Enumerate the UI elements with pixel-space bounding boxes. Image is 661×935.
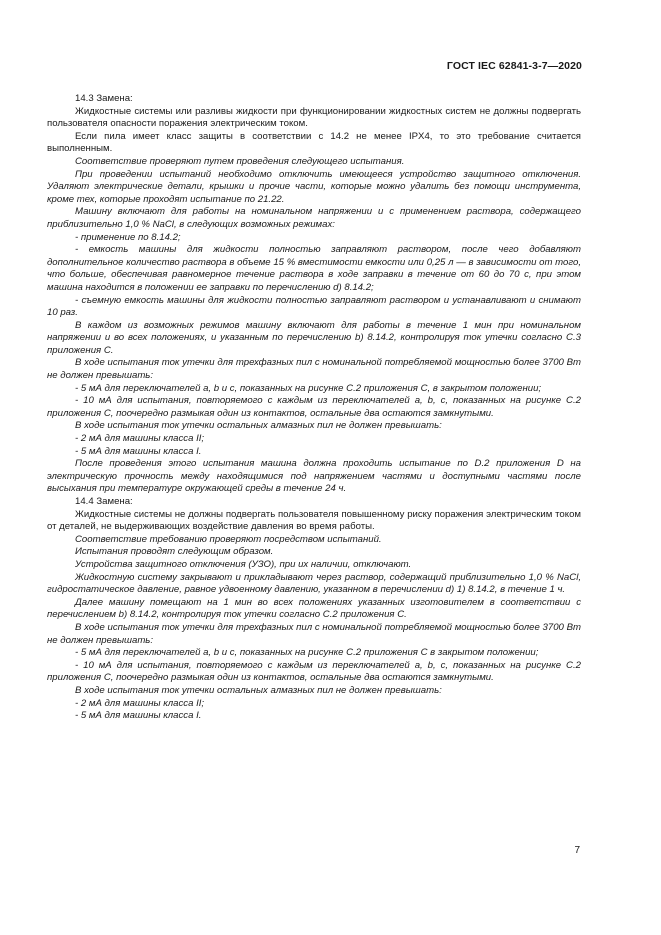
paragraph: - применение по 8.14.2; bbox=[75, 231, 181, 243]
paragraph: Испытания проводят следующим образом. bbox=[75, 546, 274, 558]
paragraph: Жидкостные системы или разливы жидкости при функционировании жидкостных систем не должны подвергать пользователя опасности поражения электрическим током. bbox=[47, 105, 581, 130]
paragraph: Жидкостные системы не должны подвергать пользователя повышенному риску поражения электрическим током от деталей, не выдерживающих воздействие давления во время работы. bbox=[47, 508, 581, 533]
paragraph: - 5 мА для машины класса I. bbox=[75, 710, 202, 722]
paragraph: В ходе испытания ток утечки остальных алмазных пил не должен превышать: bbox=[75, 420, 442, 432]
paragraph: - 2 мА для машины класса II; bbox=[75, 697, 205, 709]
paragraph: 14.3 Замена: bbox=[75, 93, 133, 104]
paragraph: - 5 мА для переключателей а, b и с, показанных на рисунке С.2 приложения С, в закрытом положении; bbox=[75, 382, 542, 394]
paragraph: При проведении испытаний необходимо отключить имеющееся устройство защитного отключения. Удаляют электрические детали, крышки и прочие части, которые можно удалить без помощи инструмента, кроме тех, которые проходят испытание по 21.22. bbox=[47, 168, 581, 205]
paragraph: - съемную емкость машины для жидкости полностью заправляют раствором и устанавливают и снимают 10 раз. bbox=[47, 294, 581, 319]
paragraph: Машину включают для работы на номинальном напряжении и с применением раствора, содержащего приблизительно 1,0 % NaCl, в следующих возможных режимах: bbox=[47, 206, 581, 230]
paragraph: В ходе испытания ток утечки для трехфазных пил с номинальной потребляемой мощностью более 3700 Вт не должен превышать: bbox=[47, 621, 581, 646]
paragraph: В ходе испытания ток утечки для трехфазных пил с номинальной потребляемой мощностью более 3700 Вт не должен превышать: bbox=[47, 357, 581, 382]
paragraph: В каждом из возможных режимов машину включают для работы в течение 1 мин при номинальном напряжении и во всех положениях, и указанным по перечислению b) 8.14.2, контролируя ток утечки согласно С.3 приложения С. bbox=[47, 319, 581, 356]
document-body bbox=[47, 93, 581, 723]
paragraph: Далее машину помещают на 1 мин во всех положениях указанных изготовителем в соответствии с перечислением b) 8.14.2, контролируя ток утечки согласно С.2 приложения С. bbox=[47, 596, 581, 621]
paragraph: В ходе испытания ток утечки остальных алмазных пил не должен превышать: bbox=[75, 684, 442, 696]
paragraph: - 10 мА для испытания, повторяемого с каждым из переключателей а, b, с, показанных на рисунке С.2 приложения С, поочередно размыкая один из контактов, остальные два остаются замкнутыми. bbox=[47, 395, 581, 419]
paragraph: - емкость машины для жидкости полностью заправляют раствором, после чего добавляют дополнительное количество раствора в объеме 15 % вместимости емкости или 0,25 л — в зависимости от того, что больше, обеспечивая равномерное течение раствора в ходе заправки в течение от 60 до 70 с, при этом машина находится в положении ее заправки по перечислению d) 8.14.2; bbox=[47, 244, 581, 293]
paragraph: 14.4 Замена: bbox=[75, 496, 133, 507]
paragraph: - 5 мА для машины класса I. bbox=[75, 445, 202, 457]
paragraph: Устройства защитного отключения (УЗО), при их наличии, отключают. bbox=[75, 558, 412, 570]
paragraph: - 10 мА для испытания, повторяемого с каждым из переключателей а, b, с, показанных на рисунке С.2 приложения С, поочередно размыкая один из контактов, остальные два остаются замкнутыми. bbox=[47, 659, 581, 684]
paragraph: Соответствие проверяют путем проведения следующего испытания. bbox=[75, 155, 405, 167]
paragraph: - 5 мА для переключателей а, b и с, показанных на рисунке С.2 приложения С в закрытом положении; bbox=[75, 647, 539, 659]
paragraph: Если пила имеет класс защиты в соответствии с 14.2 не менее IPX4, то это требование считается выполненным. bbox=[47, 130, 581, 155]
standard-header: ГОСТ IEC 62841-3-7—2020 bbox=[446, 60, 582, 72]
paragraph: После проведения этого испытания машина должна проходить испытание по D.2 приложения D на электрическую прочность между находящимися под напряжением частями и доступными частями после высыхания при температуре окружающей среды в течение 24 ч. bbox=[47, 458, 581, 495]
page-number: 7 bbox=[574, 845, 580, 856]
paragraph: - 2 мА для машины класса II; bbox=[75, 433, 205, 445]
paragraph: Соответствие требованию проверяют посредством испытаний. bbox=[75, 533, 382, 545]
paragraph: Жидкостную систему закрывают и прикладывают через раствор, содержащий приблизительно 1,0 % NaCl, гидростатическое давление, равное удвоенному давлению, указанном в перечислении d) 1) 8.14.2, в течение 1 ч. bbox=[47, 571, 581, 596]
